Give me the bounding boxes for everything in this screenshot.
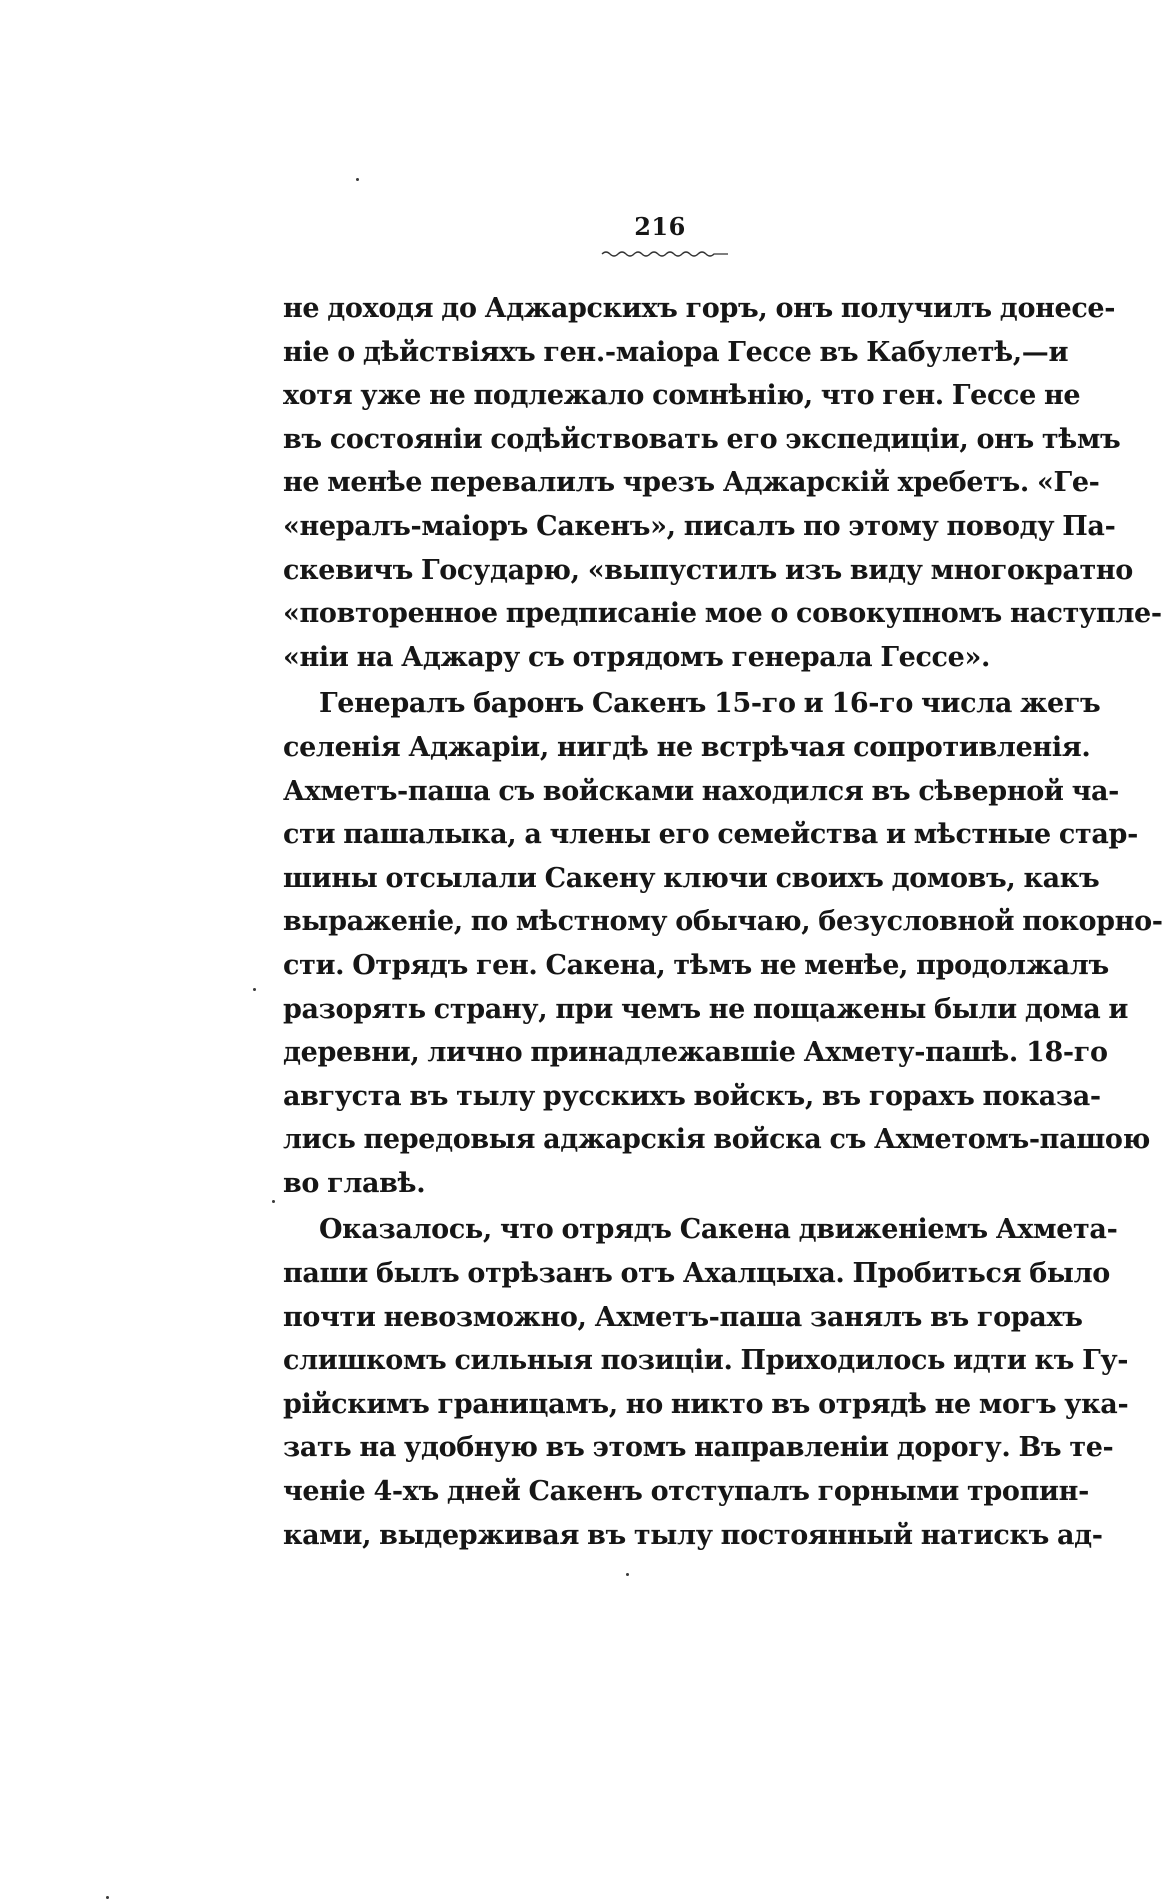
- text-line: слишкомъ сильныя позиціи. Приходилось идти къ Гу-: [283, 1345, 1129, 1377]
- decorative-wavy-rule: [600, 248, 730, 260]
- text-line: Оказалось, что отрядъ Сакена движеніемъ Ахмета-: [319, 1214, 1118, 1246]
- paragraph: [283, 682, 1163, 1208]
- text-line: сти. Отрядъ ген. Сакена, тѣмъ не менѣе, продолжалъ: [283, 949, 1109, 981]
- text-line: «ніи на Аджару съ отрядомъ генерала Гессе».: [283, 641, 991, 673]
- text-line: «нералъ-маіоръ Сакенъ», писалъ по этому поводу Па-: [283, 510, 1116, 542]
- page-number: 216: [634, 212, 686, 241]
- text-line: не доходя до Аджарскихъ горъ, онъ получилъ донесе-: [283, 293, 1116, 324]
- print-speck: [626, 1573, 629, 1576]
- text-line: почти невозможно, Ахметъ-паша занялъ въ горахъ: [283, 1301, 1083, 1333]
- text-line: выраженіе, по мѣстному обычаю, безусловной покорно-: [283, 906, 1163, 938]
- text-line: Генералъ баронъ Сакенъ 15-го и 16-го числа жегъ: [319, 688, 1101, 720]
- print-speck: [356, 178, 359, 181]
- text-line: хотя уже не подлежало сомнѣнію, что ген. Гессе не: [283, 380, 1081, 412]
- text-line: сти пашалыка, а члены его семейства и мѣстные стар-: [283, 819, 1138, 851]
- text-line: селенія Аджаріи, нигдѣ не встрѣчая сопротивленія.: [283, 731, 1091, 763]
- text-line: Ахметъ-паша съ войсками находился въ сѣверной ча-: [283, 775, 1120, 807]
- text-line: лись передовыя аджарскія войска съ Ахметомъ-пашою: [283, 1124, 1150, 1156]
- text-line: ками, выдерживая въ тылу постоянный натискъ ад-: [283, 1519, 1103, 1551]
- print-speck: [253, 988, 256, 991]
- text-line: скевичъ Государю, «выпустилъ изъ виду многократно: [283, 554, 1133, 586]
- text-line: въ состояніи содѣйствовать его экспедиціи, онъ тѣмъ: [283, 423, 1121, 455]
- text-line: зать на удобную въ этомъ направленіи дорогу. Въ те-: [283, 1432, 1114, 1464]
- text-line: разорять страну, при чемъ не пощажены были дома и: [283, 993, 1129, 1025]
- text-line: августа въ тылу русскихъ войскъ, въ горахъ показа-: [283, 1080, 1101, 1112]
- text-line: «повторенное предписаніе мое о совокупномъ наступле-: [283, 598, 1162, 630]
- paragraph: [283, 1208, 1129, 1557]
- text-line: во главѣ.: [283, 1167, 426, 1199]
- text-line: шины отсылали Сакену ключи своихъ домовъ, какъ: [283, 862, 1100, 894]
- text-line: рійскимъ границамъ, но никто въ отрядѣ не могъ ука-: [283, 1388, 1129, 1420]
- body-text: [283, 287, 1163, 1557]
- paragraph: [283, 287, 1162, 682]
- text-line: ніе о дѣйствіяхъ ген.-маіора Гессе въ Кабулетѣ,—и: [283, 336, 1069, 368]
- print-speck: [272, 1200, 275, 1203]
- text-line: не менѣе перевалилъ чрезъ Аджарскій хребетъ. «Ге-: [283, 467, 1100, 499]
- text-line: ченіе 4-хъ дней Сакенъ отступалъ горными тропин-: [283, 1476, 1089, 1508]
- text-line: деревни, лично принадлежавшіе Ахмету-пашѣ. 18-го: [283, 1037, 1108, 1069]
- text-line: паши былъ отрѣзанъ отъ Ахалцыха. Пробиться было: [283, 1258, 1110, 1290]
